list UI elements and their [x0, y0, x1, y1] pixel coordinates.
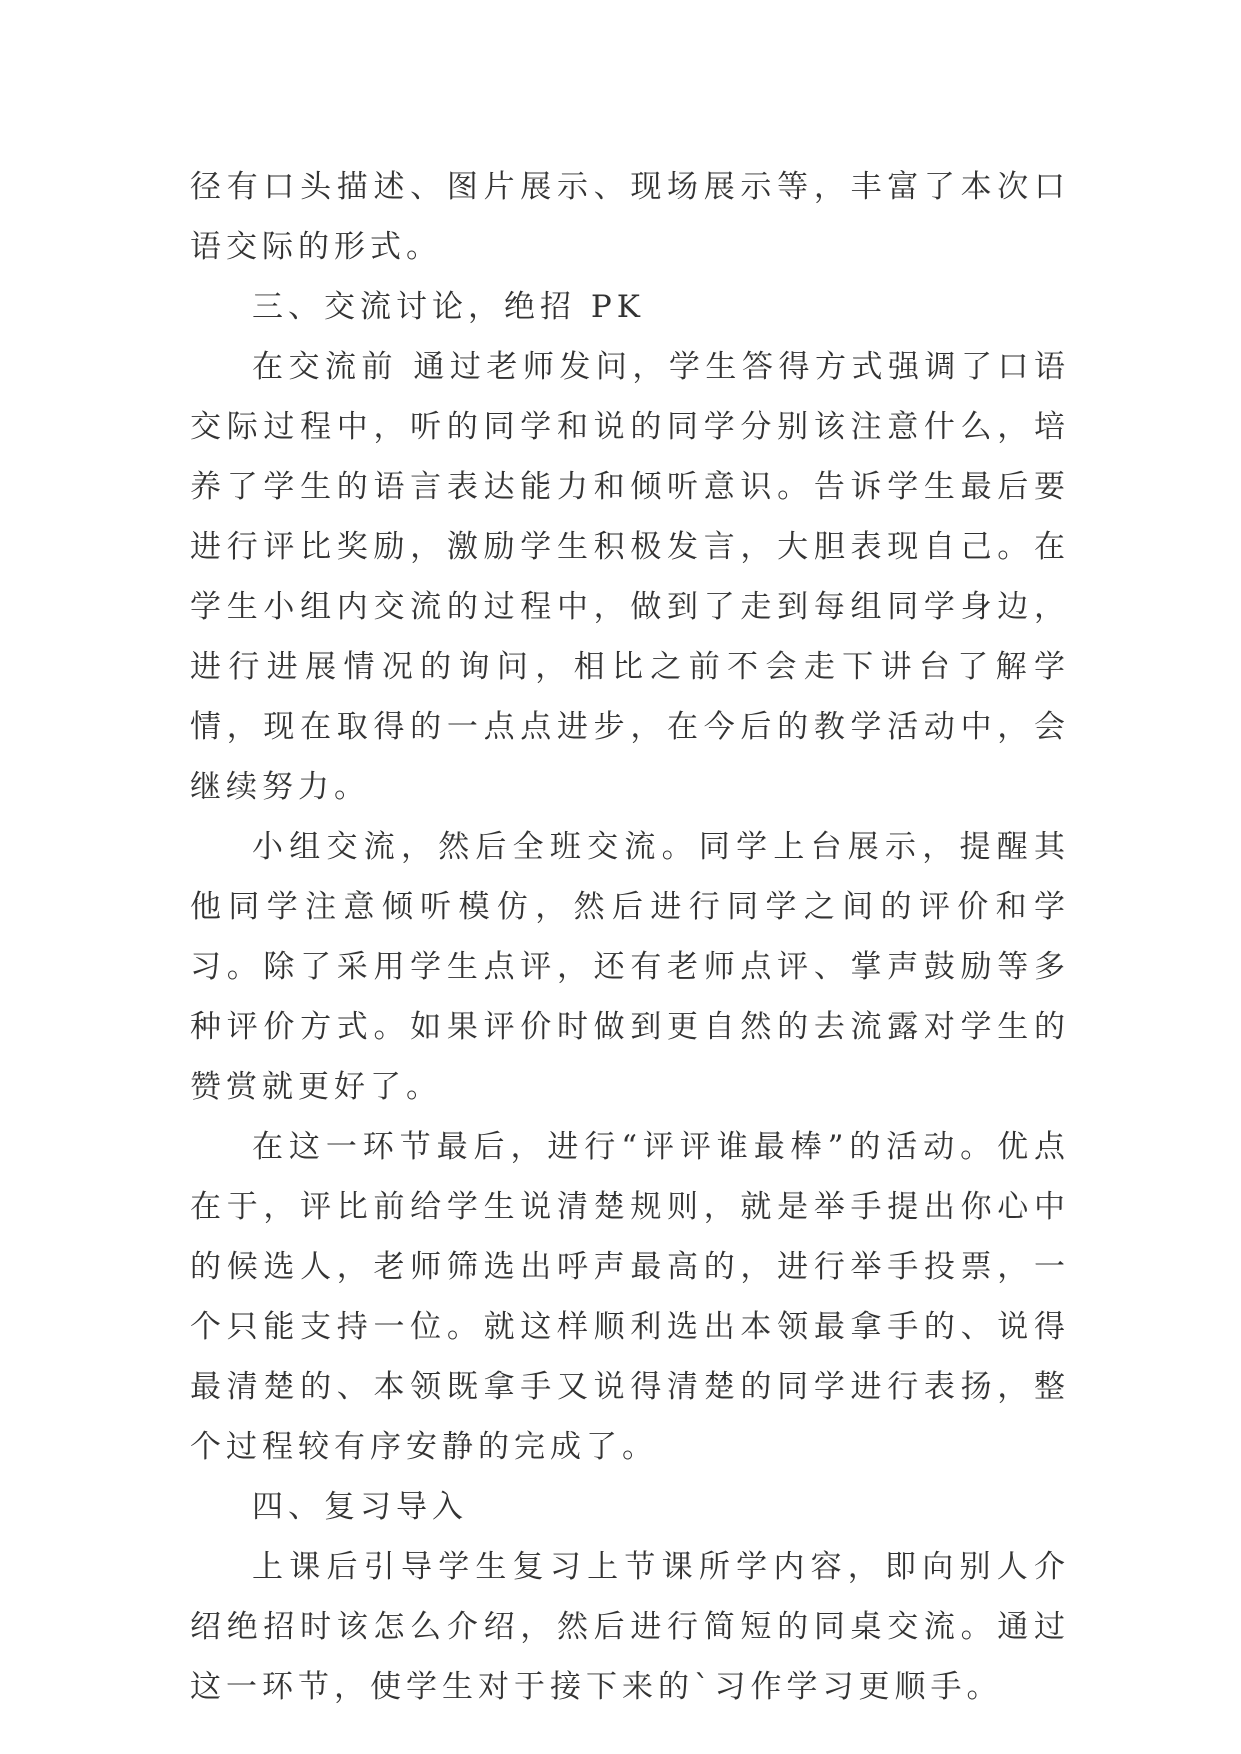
paragraph: 小组交流，然后全班交流。同学上台展示，提醒其他同学注意倾听模仿，然后进行同学之间的评价和学习。除了采用学生点评，还有老师点评、掌声鼓励等多种评价方式。如果评价时做到更自然的去流露对学生的赞赏就更好了。: [190, 829, 1070, 1105]
document-body: [190, 157, 1070, 1717]
paragraph: 在这一环节最后，进行“评评谁最棒”的活动。优点在于，评比前给学生说清楚规则，就是举手提出你心中的候选人，老师筛选出呼声最高的，进行举手投票，一个只能支持一位。就这样顺利选出本领最拿手的、说得最清楚的、本领既拿手又说得清楚的同学进行表扬，整个过程较有序安静的完成了。: [190, 1129, 1070, 1465]
section-heading-4: 四、复习导入: [252, 1489, 468, 1525]
paragraph: 在交流前 通过老师发问，学生答得方式强调了口语交际过程中，听的同学和说的同学分别该注意什么，培养了学生的语言表达能力和倾听意识。告诉学生最后要进行评比奖励，激励学生积极发言，大胆表现自己。在学生小组内交流的过程中，做到了走到每组同学身边，进行进展情况的询问，相比之前不会走下讲台了解学情，现在取得的一点点进步，在今后的教学活动中，会继续努力。: [190, 349, 1070, 805]
paragraph: 上课后引导学生复习上节课所学内容，即向别人介绍绝招时该怎么介绍，然后进行简短的同桌交流。通过这一环节，使学生对于接下来的`习作学习更顺手。: [190, 1549, 1070, 1705]
section-heading-3: 三、交流讨论，绝招 PK: [252, 289, 645, 325]
paragraph-continued: 径有口头描述、图片展示、现场展示等，丰富了本次口语交际的形式。: [190, 169, 1070, 265]
